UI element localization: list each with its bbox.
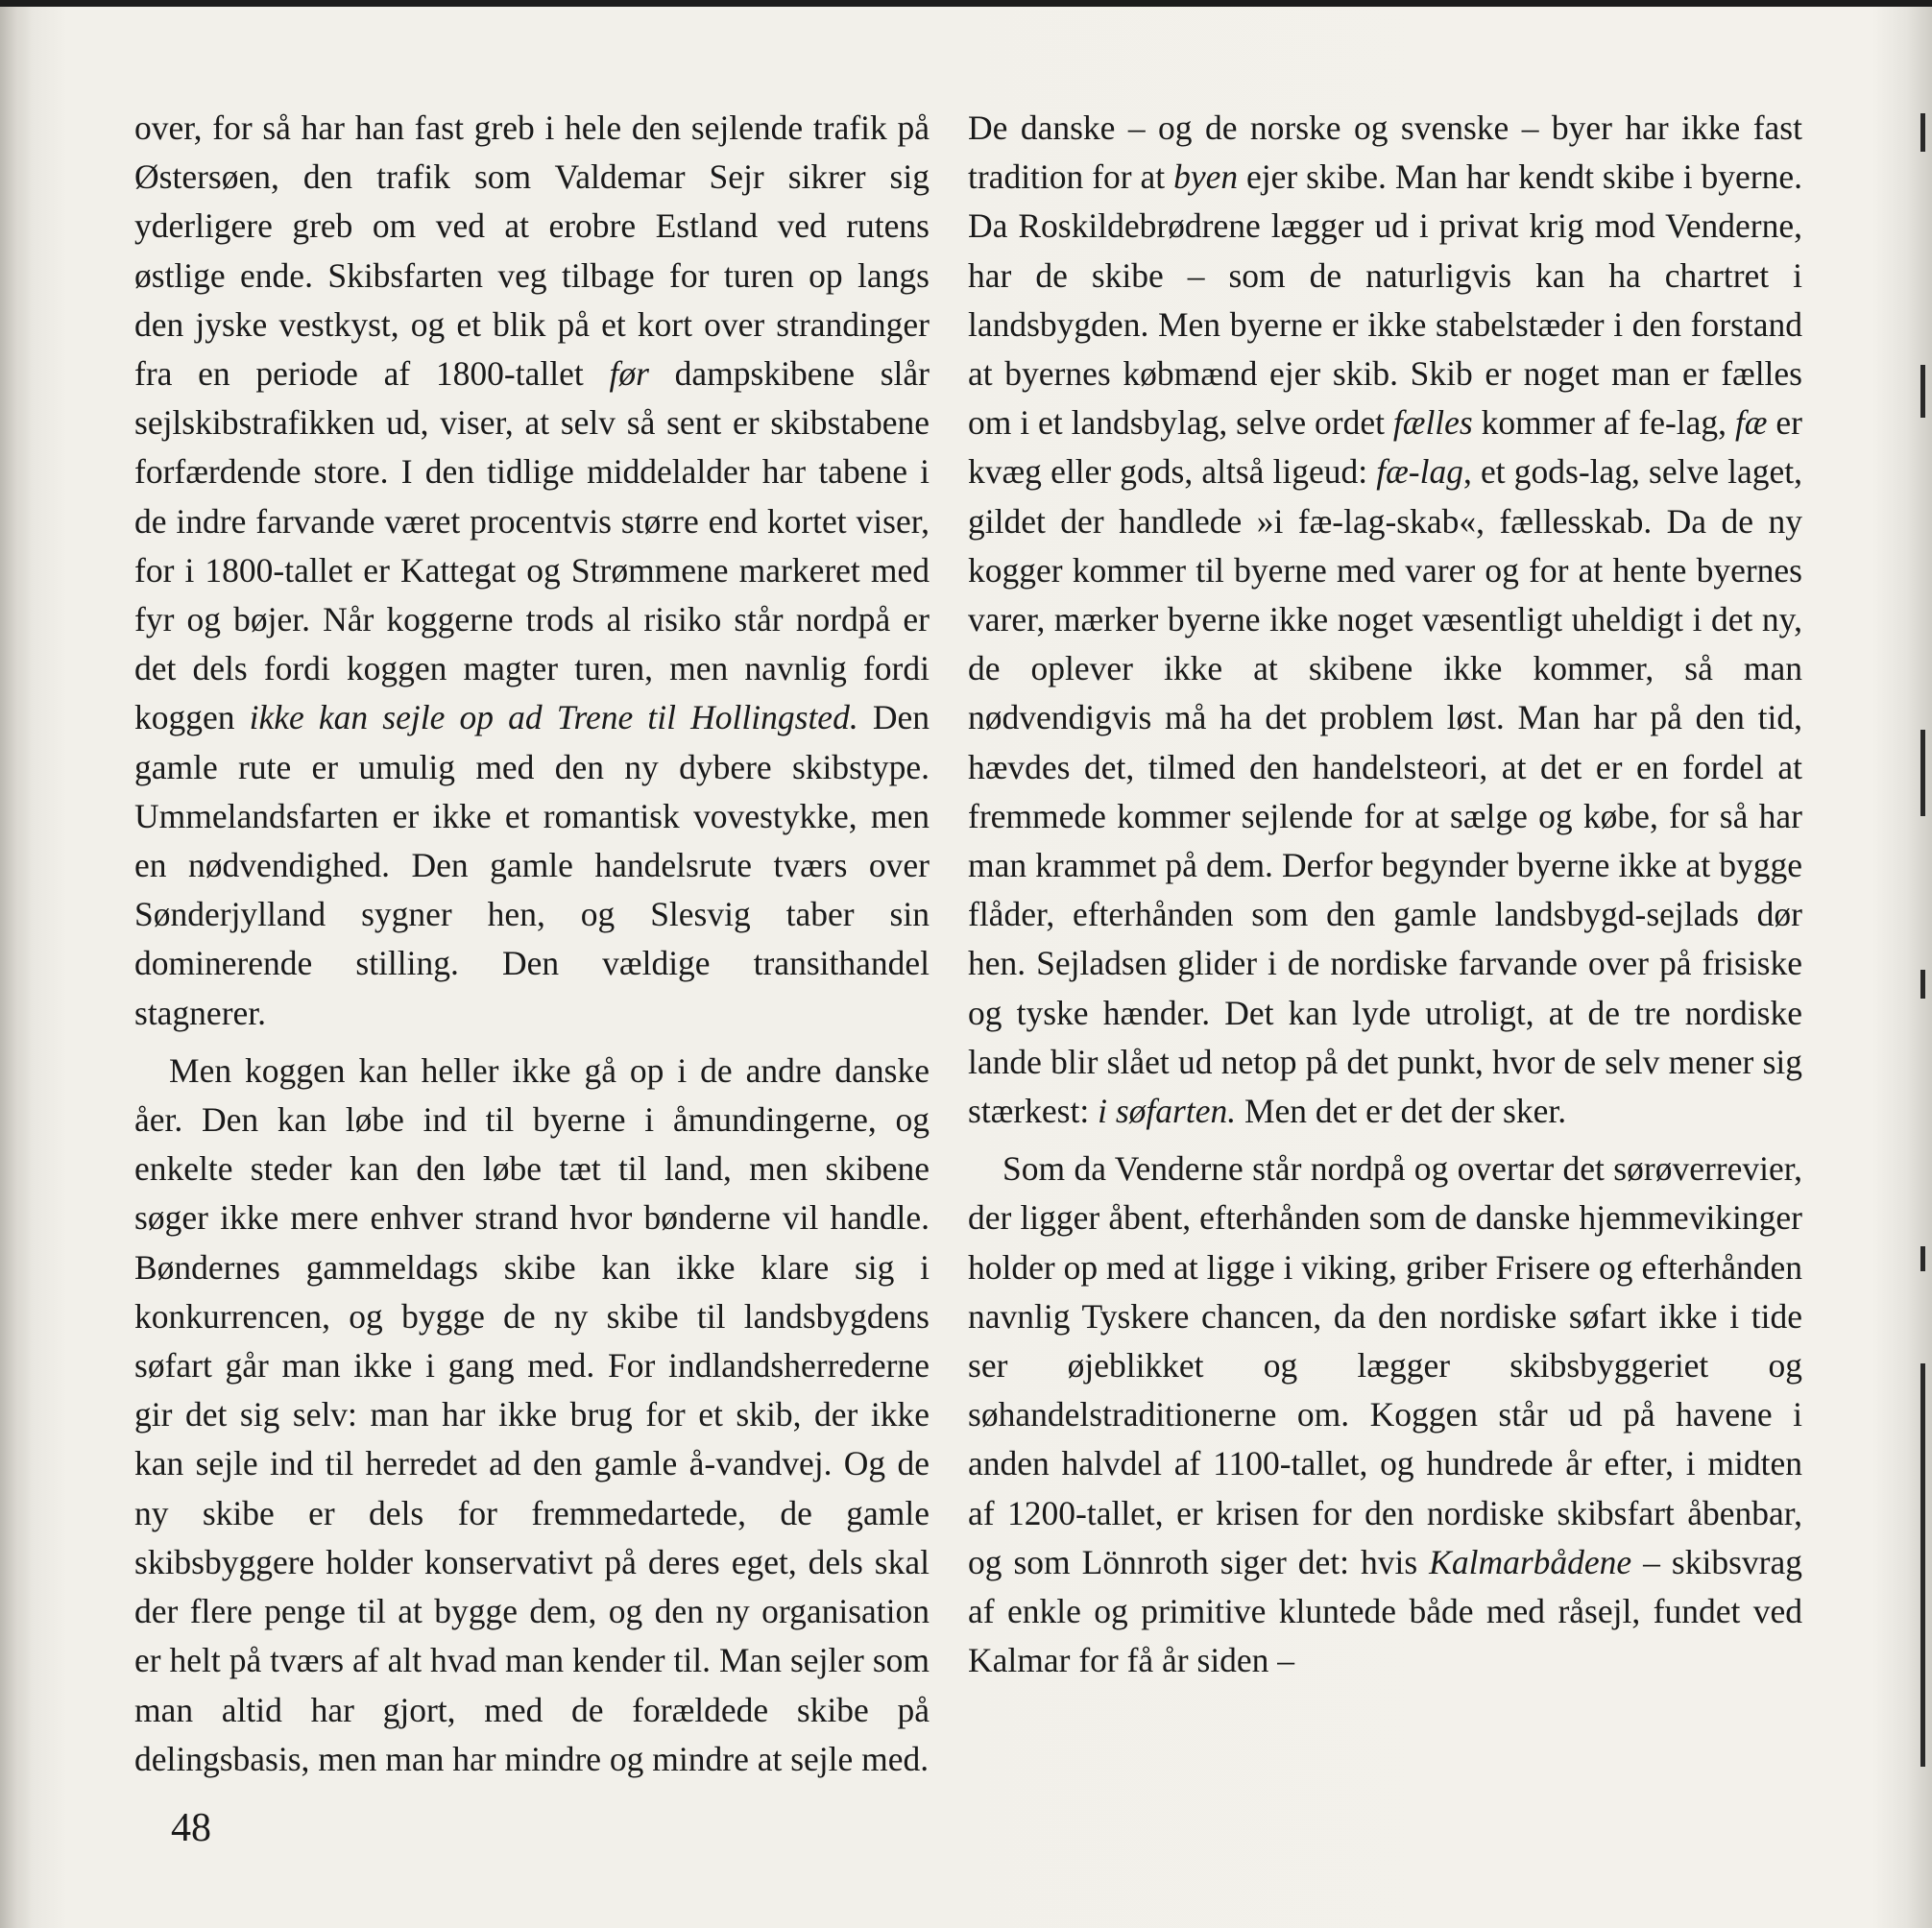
page-number: 48	[171, 1806, 211, 1850]
paragraph	[968, 104, 1802, 1136]
next-page-edge	[1920, 1363, 1925, 1767]
italic-text: fæ-lag	[1376, 452, 1463, 492]
text-run: kommer af fe-lag,	[1472, 403, 1735, 443]
text-run: Som da Venderne står nordpå og overtar det sørøverrevier, der ligger åbent, efterhånden som de danske hjemmevikinger holder op med at ligge i viking, griber Frisere og efterhånden navnlig Tyskere chancen, da den nordiske søfart ikke i tide ser øjeblikket og lægger skibsbyggeriet og søhandelstraditionerne om. Koggen står ud på havene i anden halvdel af 1100-tallet, og hundrede år efter, i midten af 1200-tallet, er krisen for den nordiske skibsfart åbenbar, og som Lönnroth siger det: hvis	[968, 1149, 1802, 1581]
next-page-edge	[1920, 1246, 1925, 1271]
italic-text: før	[609, 354, 649, 394]
next-page-edge	[1920, 730, 1925, 816]
text-run: Men det er det der sker.	[1236, 1092, 1567, 1131]
next-page-edge	[1920, 113, 1925, 152]
text-run: Den gamle rute er umulig med den ny dybere skibstype. Ummelandsfarten er ikke et romantisk vovestykke, men en nødvendighed. Den gamle handelsrute tværs over Sønderjylland sygner hen, og Slesvig taber sin dominerende stilling. Den vældige transithandel stagnerer.	[134, 698, 930, 1032]
text-column-left	[134, 104, 930, 1784]
scan-top-edge	[0, 0, 1932, 7]
paragraph	[134, 104, 930, 1038]
text-column-right	[968, 104, 1802, 1686]
paragraph	[134, 1047, 930, 1784]
text-run: Men koggen kan heller ikke gå op i de andre danske åer. Den kan løbe ind til byerne i åmundingerne, og enkelte steder kan den løbe tæt til land, men skibene søger ikke mere enhver strand hvor bønderne vil handle. Bøndernes gammeldags skibe kan ikke klare sig i konkurrencen, og bygge de ny skibe til landsbygdens søfart går man ikke i gang med. For indlandsherrederne gir det sig selv: man har ikke brug for et skib, der ikke kan sejle ind til herredet ad den gamle å-vandvej. Og de ny skibe er dels for fremmedartede, de gamle skibsbyggere holder konservativt på deres eget, dels skal der flere penge til at bygge dem, og den ny organisation er helt på tværs af alt hvad man kender til. Man sejler som man altid har gjort, med de forældede skibe på delingsbasis, men man har mindre og mindre at sejle med.	[134, 1050, 930, 1778]
text-run: over, for så har han fast greb i hele den sejlende trafik på Østersøen, den trafik som Valdemar Sejr sikrer sig yderligere greb om ved at erobre Estland ved rutens østlige ende. Skibsfarten veg tilbage for turen op langs den jyske vestkyst, og et blik på et kort over strandinger fra en periode af 1800-tallet	[134, 108, 930, 394]
text-run: , et gods-lag, selve laget, gildet der handlede »i fæ-lag-skab«, fællesskab. Da de ny kogger kommer til byerne med varer og for at hente byernes varer, mærker byerne ikke noget væsentligt uheldigt i det ny, de oplever ikke at skibene ikke kommer, så man nødvendigvis må ha det problem løst. Man har på den tid, hævdes det, tilmed den handelsteori, at det er en fordel at fremmede kommer sejlende for at sælge og købe, for så har man krammet på dem. Derfor begynder byerne ikke at bygge flåder, efterhånden som den gamle landsbygd-sejlads dør hen. Sejladsen glider i de nordiske farvande over på frisiske og tyske hænder. Det kan lyde utroligt, at de tre nordiske lande blir slået ud netop på det punkt, hvor de selv mener sig stærkest:	[968, 452, 1802, 1131]
italic-text: fæ	[1734, 403, 1768, 443]
text-run: dampskibene slår sejlskibstrafikken ud, viser, at selv så sent er skibstabene forfærdende store. I den tidlige middelalder har tabene i de indre farvande været procentvis større end kortet viser, for i 1800-tallet er Kattegat og Strømmene markeret med fyr og bøjer. Når koggerne trods al risiko står nordpå er det dels fordi koggen magter turen, men navnlig fordi koggen	[134, 354, 930, 737]
italic-text: i søfarten.	[1098, 1092, 1237, 1131]
paragraph	[968, 1145, 1802, 1685]
next-page-edge	[1920, 970, 1925, 999]
text-run: – skibsvrag af enkle og primitive kluntede både med råsejl, fundet ved Kalmar for få år siden –	[968, 1542, 1802, 1680]
italic-text: ikke kan sejle op ad Trene til Hollingsted.	[249, 698, 858, 737]
text-run: ejer skibe. Man har kendt skibe i byerne. Da Roskildebrødrene lægger ud i privat krig mod Venderne, har de skibe – som de naturligvis kan ha chartret i landsbygden. Men byerne er ikke stabelstæder i den forstand at byernes købmænd ejer skib. Skib er noget man er fælles om i et landsbylag, selve ordet	[968, 157, 1802, 443]
italic-text: Kalmarbådene	[1429, 1542, 1632, 1581]
text-run: er kvæg eller gods, altså ligeud:	[968, 403, 1802, 492]
page-gutter-shadow	[0, 0, 33, 1928]
italic-text: byen	[1173, 157, 1239, 197]
italic-text: fælles	[1392, 403, 1473, 443]
next-page-edge	[1920, 365, 1925, 418]
text-run: De danske – og de norske og svenske – byer har ikke fast tradition for at	[968, 108, 1802, 197]
